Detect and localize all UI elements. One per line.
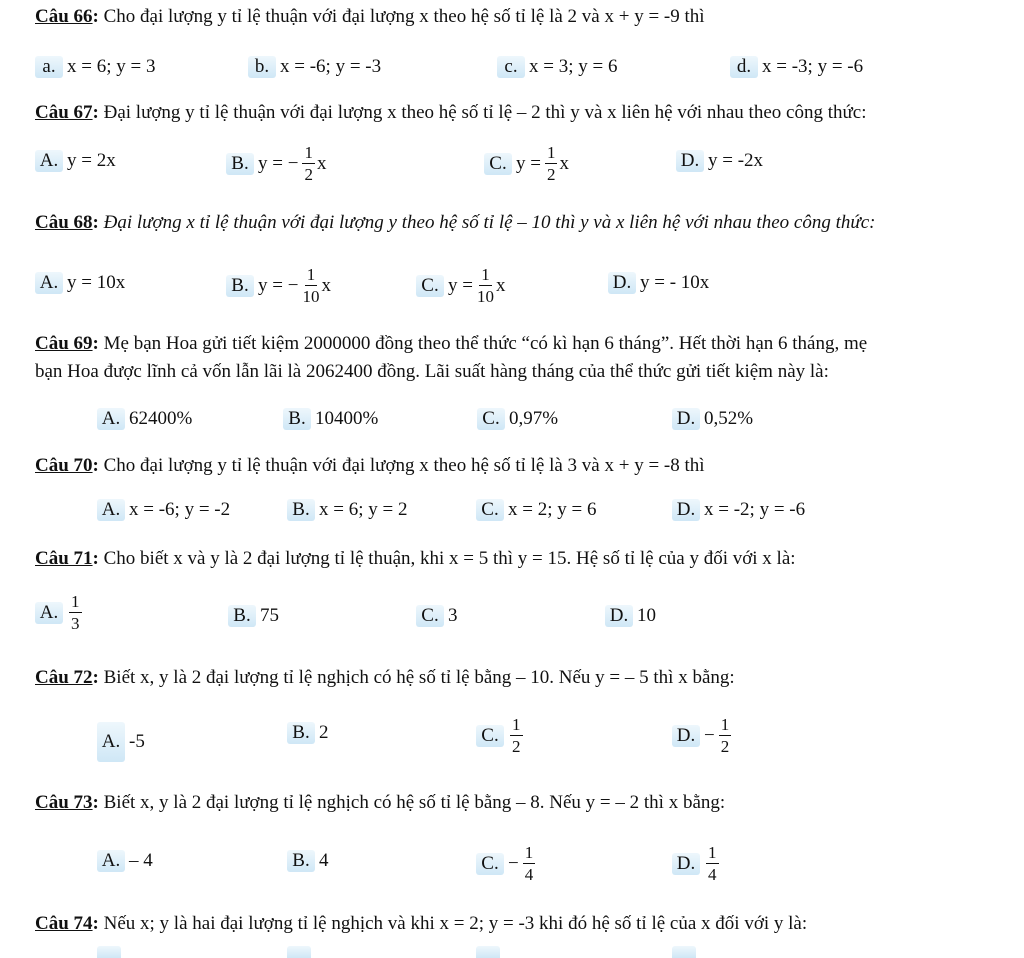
numerator: 1 bbox=[512, 715, 521, 734]
q69-option-a[interactable] bbox=[97, 408, 192, 430]
q70-option-b[interactable] bbox=[287, 499, 407, 521]
question-text: Biết x, y là 2 đại lượng tỉ lệ nghịch có hệ số tỉ lệ bằng – 8. Nếu y = – 2 thì x bằng: bbox=[103, 792, 726, 813]
option-label: C. bbox=[476, 725, 504, 747]
option-prefix: y = bbox=[448, 274, 473, 296]
option-label: C. bbox=[477, 408, 505, 430]
q66-option-b[interactable] bbox=[248, 56, 381, 78]
option-prefix: y = − bbox=[258, 152, 299, 174]
denominator: 4 bbox=[708, 865, 717, 884]
option-label: A. bbox=[97, 408, 125, 430]
option-value: x = 3; y = 6 bbox=[529, 56, 618, 77]
q73-option-a[interactable] bbox=[97, 850, 153, 872]
option-prefix: y = − bbox=[258, 274, 299, 296]
question-number: Câu 74 bbox=[35, 913, 93, 934]
question-text: Cho biết x và y là 2 đại lượng tỉ lệ thuận, khi x = 5 thì y = 15. Hệ số tỉ lệ của y đối với x là: bbox=[103, 548, 796, 569]
option-label: D. bbox=[605, 605, 633, 627]
numerator: 1 bbox=[708, 843, 717, 862]
option-value: 2 bbox=[319, 722, 329, 743]
q74-option-a-partial[interactable] bbox=[97, 946, 121, 958]
option-value: 10400% bbox=[315, 408, 379, 429]
option-label: C. bbox=[416, 275, 444, 297]
question-68: Câu 68: Đại lượng x tỉ lệ thuận với đại lượng y theo hệ số tỉ lệ – 10 thì y và x liên hệ với nhau theo công thức: bbox=[35, 212, 876, 233]
option-label: B. bbox=[228, 605, 256, 627]
option-value: 10 bbox=[637, 605, 656, 626]
question-text: Nếu x; y là hai đại lượng tỉ lệ nghịch và khi x = 2; y = -3 khi đó hệ số tỉ lệ của x đối với y là: bbox=[103, 913, 808, 934]
numerator: 1 bbox=[546, 143, 556, 162]
fraction bbox=[302, 266, 319, 305]
q67-option-d[interactable] bbox=[676, 150, 763, 172]
q71-option-d[interactable] bbox=[605, 605, 656, 627]
numerator: 1 bbox=[524, 843, 534, 862]
question-number: Câu 67 bbox=[35, 102, 93, 123]
q66-option-d[interactable] bbox=[730, 56, 863, 78]
option-value: x = -2; y = -6 bbox=[704, 499, 806, 520]
option-value: y = -2x bbox=[708, 150, 764, 171]
option-value: – 4 bbox=[129, 850, 153, 871]
option-label: D. bbox=[672, 499, 700, 521]
q73-option-b[interactable] bbox=[287, 850, 329, 872]
numerator: 1 bbox=[306, 265, 316, 284]
q67-option-b[interactable] bbox=[226, 144, 326, 183]
q69-option-d[interactable] bbox=[672, 408, 753, 430]
fraction bbox=[69, 593, 82, 632]
question-70: Câu 70: Cho đại lượng y tỉ lệ thuận với đại lượng x theo hệ số tỉ lệ là 3 và x + y = -8 thì bbox=[35, 455, 705, 476]
q68-option-b[interactable] bbox=[226, 266, 331, 305]
option-value: x = 6; y = 2 bbox=[319, 499, 408, 520]
option-label: c. bbox=[497, 56, 525, 78]
option-value: 75 bbox=[260, 605, 279, 626]
numerator: 1 bbox=[71, 592, 80, 611]
q68-option-d[interactable] bbox=[608, 272, 709, 294]
fraction bbox=[706, 844, 719, 883]
numerator: 1 bbox=[304, 143, 313, 162]
option-value: y = 2x bbox=[67, 150, 116, 171]
q74-option-c-partial[interactable] bbox=[476, 946, 500, 958]
option-value: y = - 10x bbox=[640, 272, 710, 293]
option-value: x = 2; y = 6 bbox=[508, 499, 597, 520]
option-suffix: x bbox=[559, 152, 569, 174]
q68-option-a[interactable] bbox=[35, 272, 125, 294]
option-value: x = -6; y = -3 bbox=[280, 56, 382, 77]
q74-option-b-partial[interactable] bbox=[287, 946, 311, 958]
option-label: B. bbox=[283, 408, 311, 430]
question-text: Cho đại lượng y tỉ lệ thuận với đại lượng x theo hệ số tỉ lệ là 2 và x + y = -9 thì bbox=[103, 6, 705, 27]
question-73: Câu 73: Biết x, y là 2 đại lượng tỉ lệ nghịch có hệ số tỉ lệ bằng – 8. Nếu y = – 2 thì x bằng: bbox=[35, 792, 726, 813]
option-label: B. bbox=[226, 275, 254, 297]
option-label: C. bbox=[484, 153, 512, 175]
question-number: Câu 71 bbox=[35, 548, 93, 569]
option-suffix: x bbox=[321, 274, 331, 296]
option-value: 0,52% bbox=[704, 408, 754, 429]
fraction bbox=[477, 266, 494, 305]
option-value: x = 6; y = 3 bbox=[67, 56, 156, 77]
question-number: Câu 66 bbox=[35, 6, 93, 27]
option-value: x = -6; y = -2 bbox=[129, 499, 231, 520]
option-label: C. bbox=[476, 499, 504, 521]
q66-option-a[interactable] bbox=[35, 56, 155, 78]
question-number: Câu 69 bbox=[35, 333, 93, 354]
option-label: A. bbox=[35, 150, 63, 172]
q70-option-d[interactable] bbox=[672, 499, 805, 521]
option-label: D. bbox=[672, 725, 700, 747]
fraction bbox=[545, 144, 558, 183]
option-label: C. bbox=[476, 853, 504, 875]
q66-option-c[interactable] bbox=[497, 56, 617, 78]
q69-option-b[interactable] bbox=[283, 408, 378, 430]
question-text: Đại lượng x tỉ lệ thuận với đại lượng y theo hệ số tỉ lệ – 10 thì y và x liên hệ với nhau theo công thức: bbox=[103, 212, 876, 233]
question-text: Cho đại lượng y tỉ lệ thuận với đại lượng x theo hệ số tỉ lệ là 3 và x + y = -8 thì bbox=[103, 455, 705, 476]
option-label: B. bbox=[287, 850, 315, 872]
option-suffix: x bbox=[316, 152, 327, 174]
denominator: 10 bbox=[302, 287, 320, 306]
fraction bbox=[510, 716, 523, 755]
denominator: 4 bbox=[524, 865, 534, 884]
question-text: Đại lượng y tỉ lệ thuận với đại lượng x theo hệ số tỉ lệ – 2 thì y và x liên hệ với nhau theo công thức: bbox=[103, 102, 867, 123]
numerator: 1 bbox=[720, 715, 730, 734]
fraction bbox=[523, 844, 536, 883]
option-label: A. bbox=[35, 272, 63, 294]
question-66: Câu 66: Cho đại lượng y tỉ lệ thuận với đại lượng x theo hệ số tỉ lệ là 2 và x + y = -9 thì bbox=[35, 6, 705, 27]
option-label: A. bbox=[97, 499, 125, 521]
option-value: x = -3; y = -6 bbox=[762, 56, 864, 77]
q70-option-c[interactable] bbox=[476, 499, 596, 521]
question-number: Câu 68 bbox=[35, 212, 93, 233]
question-74: Câu 74: Nếu x; y là hai đại lượng tỉ lệ nghịch và khi x = 2; y = -3 khi đó hệ số tỉ lệ của x đối với y là: bbox=[35, 913, 808, 934]
option-label: C. bbox=[416, 605, 444, 627]
q74-option-d-partial[interactable] bbox=[672, 946, 696, 958]
question-number: Câu 70 bbox=[35, 455, 93, 476]
question-71: Câu 71: Cho biết x và y là 2 đại lượng tỉ lệ thuận, khi x = 5 thì y = 15. Hệ số tỉ lệ của y đối với x là: bbox=[35, 548, 796, 569]
fraction bbox=[719, 716, 732, 755]
q71-option-c[interactable] bbox=[416, 605, 458, 627]
q72-option-b[interactable] bbox=[287, 722, 329, 744]
denominator: 2 bbox=[512, 737, 521, 756]
option-label: D. bbox=[608, 272, 636, 294]
option-value: 4 bbox=[319, 850, 329, 871]
question-text: Mẹ bạn Hoa gửi tiết kiệm 2000000 đồng theo thể thức “có kì hạn 6 tháng”. Hết thời hạn 6 tháng, mẹ bbox=[103, 333, 868, 354]
question-72: Câu 72: Biết x, y là 2 đại lượng tỉ lệ nghịch có hệ số tỉ lệ bằng – 10. Nếu y = – 5 thì x bằng: bbox=[35, 667, 735, 688]
question-69: Câu 69: Mẹ bạn Hoa gửi tiết kiệm 2000000 đồng theo thể thức “có kì hạn 6 tháng”. Hết thời hạn 6 tháng, mẹ bbox=[35, 333, 868, 354]
option-value: 62400% bbox=[129, 408, 193, 429]
option-label: d. bbox=[730, 56, 758, 78]
option-label: D. bbox=[672, 408, 700, 430]
question-69-line-2: bạn Hoa được lĩnh cả vốn lẫn lãi là 2062400 đồng. Lãi suất hàng tháng của thể thức gửi tiết kiệm này là: bbox=[35, 361, 829, 382]
q73-option-d[interactable] bbox=[672, 844, 721, 883]
option-value: y = 10x bbox=[67, 272, 126, 293]
option-suffix: x bbox=[495, 274, 506, 296]
q71-option-b[interactable] bbox=[228, 605, 279, 627]
q67-option-a[interactable] bbox=[35, 150, 116, 172]
option-label: A. bbox=[97, 722, 125, 762]
q71-option-a[interactable] bbox=[35, 593, 84, 632]
question-67: Câu 67: Đại lượng y tỉ lệ thuận với đại lượng x theo hệ số tỉ lệ – 2 thì y và x liên hệ với nhau theo công thức: bbox=[35, 102, 867, 123]
question-number: Câu 72 bbox=[35, 667, 93, 688]
option-label: B. bbox=[287, 722, 315, 744]
q67-option-c[interactable] bbox=[484, 144, 569, 183]
q68-option-c[interactable] bbox=[416, 266, 505, 305]
q73-option-c[interactable] bbox=[476, 844, 537, 883]
numerator: 1 bbox=[481, 265, 490, 284]
denominator: 2 bbox=[304, 165, 313, 184]
q72-option-a[interactable] bbox=[97, 722, 145, 762]
q72-option-c[interactable] bbox=[476, 716, 525, 755]
option-label: A. bbox=[97, 850, 125, 872]
question-number: Câu 73 bbox=[35, 792, 93, 813]
option-value: -5 bbox=[129, 731, 145, 752]
q70-option-a[interactable] bbox=[97, 499, 230, 521]
option-value: 3 bbox=[448, 605, 458, 626]
option-label: A. bbox=[35, 602, 63, 624]
option-label: B. bbox=[287, 499, 315, 521]
option-prefix: − bbox=[508, 852, 519, 874]
fraction bbox=[302, 144, 315, 183]
option-label: B. bbox=[226, 153, 254, 175]
option-label: D. bbox=[672, 853, 700, 875]
option-prefix: − bbox=[704, 724, 715, 746]
option-value: 0,97% bbox=[509, 408, 559, 429]
option-label: a. bbox=[35, 56, 63, 78]
denominator: 10 bbox=[476, 287, 494, 306]
denominator: 3 bbox=[71, 614, 80, 633]
question-text: Biết x, y là 2 đại lượng tỉ lệ nghịch có hệ số tỉ lệ bằng – 10. Nếu y = – 5 thì x bằng: bbox=[103, 667, 735, 688]
option-prefix: y = bbox=[516, 152, 541, 174]
option-label: D. bbox=[676, 150, 704, 172]
denominator: 2 bbox=[546, 165, 556, 184]
denominator: 2 bbox=[720, 737, 730, 756]
q72-option-d[interactable] bbox=[672, 716, 733, 755]
option-label: b. bbox=[248, 56, 276, 78]
q69-option-c[interactable] bbox=[477, 408, 558, 430]
